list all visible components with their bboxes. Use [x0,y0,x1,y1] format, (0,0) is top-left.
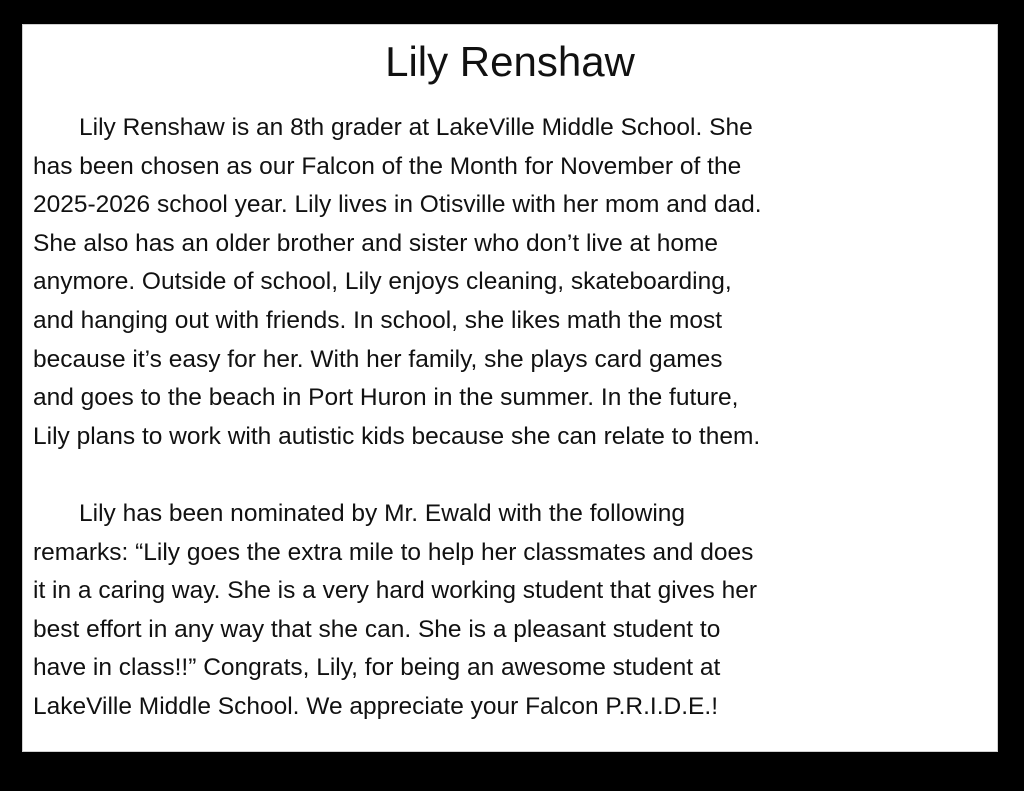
paragraph-spacer [33,456,991,495]
paragraph-line: She also has an older brother and sister who don’t live at home [33,229,719,257]
document-body [33,109,991,727]
paragraph-2 [33,495,991,727]
paragraph-line: and goes to the beach in Port Huron in the summer. In the future, [33,384,739,412]
paragraph-line: anymore. Outside of school, Lily enjoys cleaning, skateboarding, [33,268,732,296]
paragraph-line: have in class!!” Congrats, Lily, for being an awesome student at [33,654,721,682]
paragraph-line: it in a caring way. She is a very hard working student that gives her [33,577,758,605]
paragraph-1 [33,109,991,456]
paragraph-line: best effort in any way that she can. She is a pleasant student to [33,615,721,643]
paragraph-line: Lily has been nominated by Mr. Ewald with the following [79,499,686,527]
page-title: Lily Renshaw [385,38,635,85]
paragraph-line: LakeVille Middle School. We appreciate your Falcon P.R.I.D.E.! [33,692,718,720]
paragraph-line: Lily plans to work with autistic kids because she can relate to them. [33,422,761,450]
paragraph-line: has been chosen as our Falcon of the Month for November of the [33,152,742,180]
paragraph-line: because it’s easy for her. With her family, she plays card games [33,345,723,373]
paragraph-line: Lily Renshaw is an 8th grader at LakeVille Middle School. She [79,114,753,141]
paragraph-line: 2025-2026 school year. Lily lives in Otisville with her mom and dad. [33,191,762,219]
paragraph-line: and hanging out with friends. In school, she likes math the most [33,306,723,334]
document-page [22,24,998,752]
paragraph-line: remarks: “Lily goes the extra mile to help her classmates and does [33,538,754,566]
